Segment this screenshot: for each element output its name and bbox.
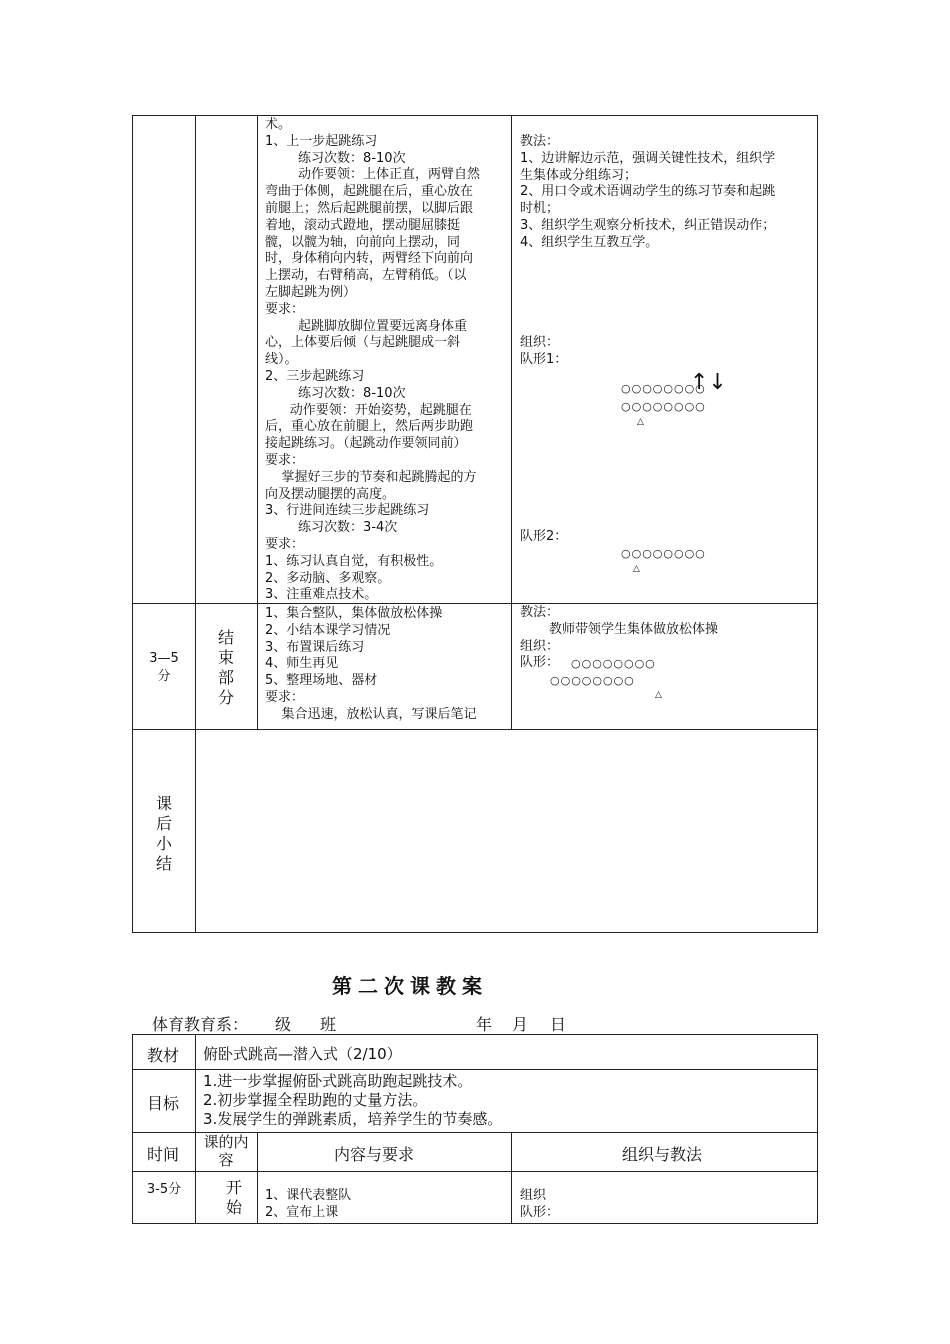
row1-content-line-6: 前腿上；然后起跳腿前摆，以脚后跟 [265,200,474,216]
header-month: 月 [512,1015,529,1034]
header-day: 日 [550,1015,567,1034]
lesson2-formation-label: 队形： [520,1205,560,1220]
table1-col-divider-1 [195,115,196,933]
row1-content-line-3: 练习次数：8-10次 [265,150,406,166]
row1-content-line-20: 接起跳练习。（起跳动作要领同前） [265,436,467,452]
row2-content-lines [265,606,477,724]
row2-content-line-6: 要求： [265,689,305,705]
table1-right-border [817,115,818,933]
header-year: 年 [476,1015,493,1034]
row1-content-lines [265,117,480,604]
row1-content-cell [265,117,480,604]
table2-col-divider-3 [511,1132,512,1224]
row1-org-label: 组织： [520,335,560,350]
row2-formation-student-row-1: ○○○○○○○○ [571,657,656,670]
row1-content-line-14: 心，上体要后倾（与起跳腿成一斜 [265,335,461,351]
row1-method-lines [520,134,775,252]
row1-content-line-4: 动作要领：上体正直，两臂自然 [265,167,481,183]
row1-content-line-17: 练习次数：8-10次 [265,385,406,401]
row1-content-line-1: 术。 [265,117,292,132]
goal-label: 目标 [147,1094,180,1113]
row1-method-line-2: 1、边讲解边示范，强调关键性技术，组织学 [520,150,776,166]
row2-time [133,650,195,686]
row1-content-line-28: 2、多动脑、多观察。 [265,570,391,586]
row1-content-line-23: 向及摆动腿摆的高度。 [265,486,396,502]
header-class: 班 [320,1015,337,1034]
lesson2-first-row-section: 开始 [225,1178,242,1217]
row1-content-line-22: 掌握好三步的节奏和起跳腾起的方 [265,469,477,485]
lesson2-first-row-time-text: 3-5分 [146,1182,182,1197]
row1-content-line-13: 起跳脚放脚位置要远离身体重 [265,318,468,334]
row2-content-cell [265,606,477,724]
lesson2-content-line-1: 1、课代表整队 [265,1188,352,1203]
row1-method-line-3: 生集体或分组练习； [520,167,638,183]
goal-line-2: 2.初步掌握全程助跑的丈量方法。 [203,1091,428,1109]
row1-content-line-21: 要求： [265,452,305,468]
table1-col-divider-2 [257,115,258,730]
table2-col-divider-1 [195,1034,196,1224]
lesson2-title: 第二次课教案 [332,974,488,998]
row1-content-line-27: 1、练习认真自觉，有积极性。 [265,553,443,569]
row1-content-line-24: 3、行进间连续三步起跳练习 [265,503,430,519]
row2-section-label: 结束部分 [217,628,234,707]
table1-col-divider-3 [511,115,512,730]
row1-method-line-1: 教法： [520,134,560,149]
row1-formation1-label: 队形1： [520,352,568,367]
row2-org-label: 组织： [520,639,560,654]
formation1-teacher-icon: △ [637,417,644,427]
table1-left-border [132,115,133,933]
table1-row-divider-2 [132,729,818,730]
table2-bottom-border [132,1223,818,1224]
formation2-student-row: ○○○○○○○○ [621,547,706,560]
row2-content-line-3: 3、布置课后练习 [265,639,365,655]
row1-content-line-10: 上摆动，右臂稍高，左臂稍低。（以 [265,268,467,284]
row3-summary-label: 课后小结 [155,794,172,873]
col-header-content-type: 课的内容 [203,1133,249,1169]
row2-formation-teacher-icon: △ [655,690,662,700]
goal-line-3: 3.发展学生的弹跳素质，培养学生的节奏感。 [203,1110,503,1128]
row1-content-line-9: 时，身体稍向内转，两臂经下向前向 [265,251,474,267]
row1-method-line-4: 2、用口令或术语调动学生的练习节奏和起跳 [520,184,776,200]
formation1-student-row-1: ○○○○○○○○ [621,382,706,395]
col-header-time: 时间 [147,1145,180,1164]
row2-formation-student-row-2: ○○○○○○○○ [550,674,635,687]
row1-content-line-26: 要求： [265,536,305,552]
row2-content-line-1: 1、集合整队，集体做放松体操 [265,606,443,621]
table1-top-border [132,115,818,116]
table1-bottom-border [132,932,818,933]
row2-content-line-7: 集合迅速，放松认真，写课后笔记 [265,706,477,722]
formation1-arrows-icon: ↑↓ [690,370,727,395]
row1-content-line-25: 练习次数：3-4次 [265,520,398,536]
row2-formation-label: 队形： [520,655,560,670]
row1-content-line-18: 动作要领：开始姿势，起跳腿在 [265,402,472,418]
formation1-student-row-2: ○○○○○○○○ [621,400,706,413]
table2-row-divider-1 [132,1069,818,1070]
row1-content-line-2: 1、上一步起跳练习 [265,133,378,149]
row1-method-cell [520,134,775,252]
header-grade: 级 [275,1015,292,1034]
row2-time-text: 3—5分 [149,651,179,684]
row1-content-line-8: 髋，以髋为轴，向前向上摆动，同 [265,234,461,250]
row1-method-line-6: 3、组织学生观察分析技术，纠正错误动作； [520,217,776,233]
lesson2-first-row-time [133,1181,195,1199]
row2-method-label: 教法： [520,605,560,620]
row2-method-text: 教师带领学生集体做放松体操 [549,622,719,637]
material-label: 教材 [147,1046,180,1065]
row1-content-line-15: 线）。 [265,352,298,368]
table2-top-border [132,1034,818,1035]
row1-formation2-label: 队形2： [520,529,568,544]
row2-content-line-2: 2、小结本课学习情况 [265,622,391,638]
row1-content-line-11: 左脚起跳为例） [265,284,357,300]
table2-row-divider-3 [132,1171,818,1172]
table2-right-border [817,1034,818,1224]
row1-method-line-5: 时机； [520,201,560,217]
row1-content-line-7: 着地，滚动式蹬地，摆动腿屈膝挺 [265,217,461,233]
goal-line-1: 1.进一步掌握俯卧式跳高助跑起跳技术。 [203,1072,473,1090]
col-header-method: 组织与教法 [622,1145,703,1164]
row1-content-line-5: 弯曲于体侧，起跳腿在后，重心放在 [265,184,474,200]
formation2-teacher-icon: △ [633,564,640,574]
goal-lines [203,1072,502,1129]
lesson2-first-row-content [265,1188,351,1222]
row2-content-line-4: 4、师生再见 [265,656,339,672]
header-dept: 体育教育系： [152,1015,249,1034]
table2-col-divider-2 [257,1132,258,1224]
row1-content-line-29: 3、注重难点技术。 [265,587,378,603]
col-header-content: 内容与要求 [334,1145,415,1164]
row1-content-line-16: 2、三步起跳练习 [265,368,365,384]
lesson2-content-line-2: 2、宣布上课 [265,1204,339,1220]
row1-content-line-12: 要求： [265,301,305,317]
lesson2-org-label: 组织 [520,1188,547,1203]
row1-content-line-19: 后，重心放在前腿上，然后两步助跑 [265,419,474,435]
row2-content-line-5: 5、整理场地、器材 [265,673,378,689]
material-value: 俯卧式跳高—潜入式（2/10） [203,1045,402,1063]
row1-method-line-7: 4、组织学生互教互学。 [520,234,659,250]
